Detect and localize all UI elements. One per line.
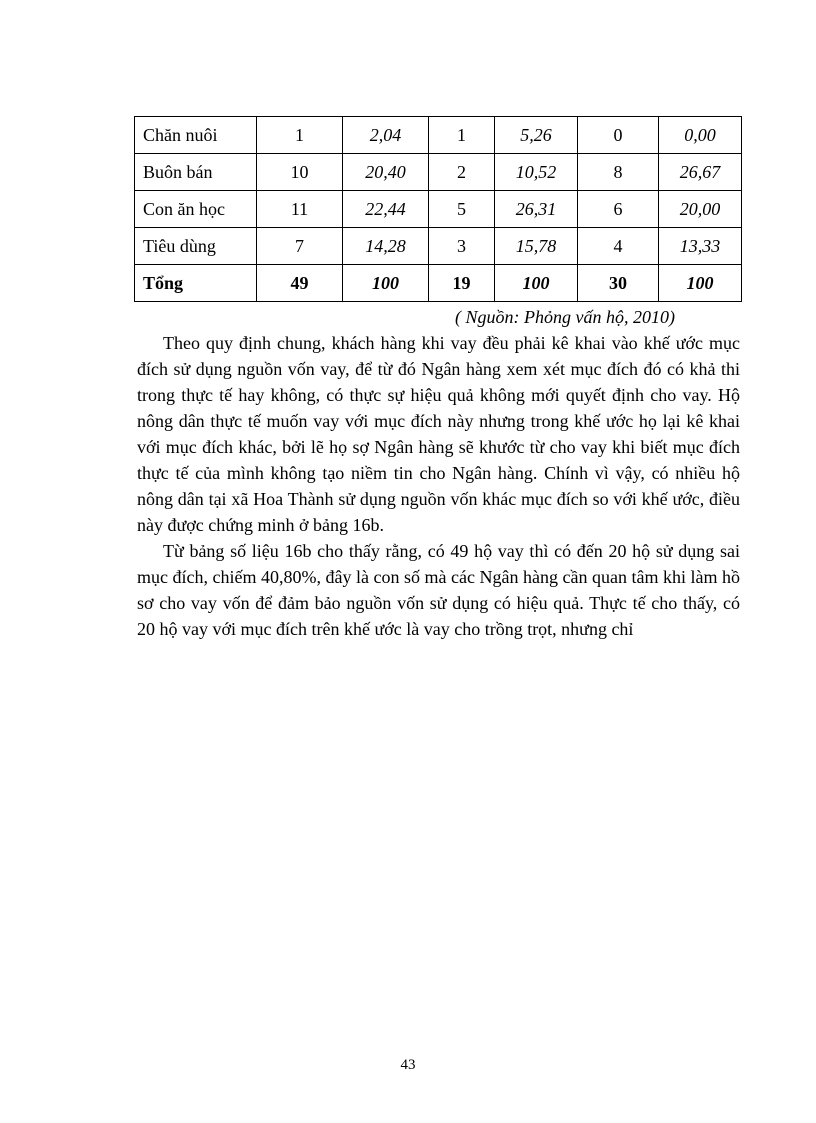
table-source-note: ( Nguồn: Phỏng vấn hộ, 2010) bbox=[455, 307, 675, 327]
table-cell: 20,00 bbox=[659, 191, 742, 228]
table-cell: 2 bbox=[429, 154, 495, 191]
table-total-row bbox=[135, 265, 742, 302]
table-cell: 11 bbox=[257, 191, 343, 228]
table-cell: 10 bbox=[257, 154, 343, 191]
table-cell: 5,26 bbox=[495, 117, 578, 154]
table-cell: 20,40 bbox=[343, 154, 429, 191]
paragraph: Từ bảng số liệu 16b cho thấy rằng, có 49 hộ vay thì có đến 20 hộ sử dụng sai mục đích, chiếm 40,80%, đây là con số mà các Ngân hàng cần quan tâm khi làm hồ sơ cho vay vốn để đảm bảo nguồn vốn sử dụng có hiệu quả. Thực tế cho thấy, có 20 hộ vay với mục đích trên khế ước là vay cho trồng trọt, nhưng chỉ bbox=[137, 541, 740, 639]
paragraph: Theo quy định chung, khách hàng khi vay đều phải kê khai vào khế ước mục đích sử dụng nguồn vốn vay, để từ đó Ngân hàng xem xét mục đích đó có khả thi trong thực tế hay không, có thực sự hiệu quả không mới quyết định cho vay. Hộ nông dân thực tế muốn vay với mục đích này nhưng trong khế ước họ lại kê khai với mục đích khác, bởi lẽ họ sợ Ngân hàng sẽ khước từ cho vay khi biết mục đích thực tế của mình không tạo niềm tin cho Ngân hàng. Chính vì vậy, có nhiều hộ nông dân tại xã Hoa Thành sử dụng nguồn vốn khác mục đích so với khế ước, điều này được chứng minh ở bảng 16b. bbox=[137, 333, 740, 535]
body-text bbox=[137, 330, 740, 642]
row-label: Tiêu dùng bbox=[135, 228, 257, 265]
table-cell: 100 bbox=[659, 265, 742, 302]
table-cell: 100 bbox=[343, 265, 429, 302]
row-label: Con ăn học bbox=[135, 191, 257, 228]
table-cell: 13,33 bbox=[659, 228, 742, 265]
table-row bbox=[135, 228, 742, 265]
table-cell: 0,00 bbox=[659, 117, 742, 154]
table-cell: 100 bbox=[495, 265, 578, 302]
table-cell: 10,52 bbox=[495, 154, 578, 191]
table-cell: 22,44 bbox=[343, 191, 429, 228]
table-cell: 30 bbox=[578, 265, 659, 302]
table-cell: 7 bbox=[257, 228, 343, 265]
table-row bbox=[135, 191, 742, 228]
table-cell: 15,78 bbox=[495, 228, 578, 265]
total-label: Tổng bbox=[135, 265, 257, 302]
table-cell: 6 bbox=[578, 191, 659, 228]
table-cell: 2,04 bbox=[343, 117, 429, 154]
table-cell: 26,67 bbox=[659, 154, 742, 191]
table-cell: 4 bbox=[578, 228, 659, 265]
table-cell: 1 bbox=[429, 117, 495, 154]
table-cell: 19 bbox=[429, 265, 495, 302]
page-number: 43 bbox=[400, 1057, 416, 1073]
table-row bbox=[135, 117, 742, 154]
row-label: Chăn nuôi bbox=[135, 117, 257, 154]
table-cell: 14,28 bbox=[343, 228, 429, 265]
row-label: Buôn bán bbox=[135, 154, 257, 191]
table-cell: 8 bbox=[578, 154, 659, 191]
table-row bbox=[135, 154, 742, 191]
table-cell: 5 bbox=[429, 191, 495, 228]
table-cell: 26,31 bbox=[495, 191, 578, 228]
table-cell: 3 bbox=[429, 228, 495, 265]
loan-purpose-table bbox=[134, 116, 742, 302]
table-cell: 0 bbox=[578, 117, 659, 154]
table-cell: 1 bbox=[257, 117, 343, 154]
table-cell: 49 bbox=[257, 265, 343, 302]
